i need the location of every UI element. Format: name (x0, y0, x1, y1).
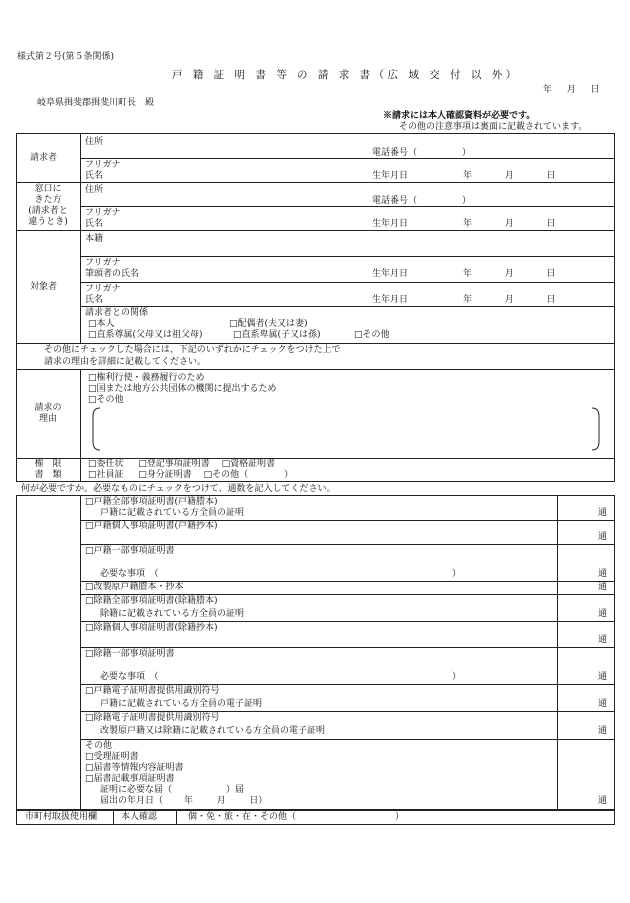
koseki-e-cert-checkbox[interactable]: □戸籍電子証明書提供用識別符号 (85, 686, 220, 696)
requester-birth-date[interactable]: 年 月 日 (463, 171, 556, 181)
head-furigana-label: フリガナ (85, 258, 121, 268)
joseki-individual-checkbox[interactable]: □除籍個人事項証明書(除籍抄本) (85, 623, 218, 633)
id-check-types[interactable]: 個・免・旅・在・その他（ ） (188, 812, 405, 822)
proxy-address-label: 住所 (85, 185, 104, 195)
proxy-name-label: 氏名 (85, 219, 104, 229)
todokesho-info-checkbox[interactable]: □届書等情報内容証明書 (85, 763, 184, 773)
joseki-partial-close: ） (452, 672, 462, 682)
joseki-e-cert-checkbox[interactable]: □除籍電子証明書提供用識別符号 (85, 713, 220, 723)
other-certs-count[interactable]: 通 (598, 796, 608, 806)
form-number: 様式第２号(第５条関係) (17, 52, 115, 62)
relation-other-checkbox[interactable]: □その他 (354, 330, 390, 340)
joseki-e-cert-count[interactable]: 通 (598, 726, 608, 736)
head-birth-label: 生年月日 (372, 269, 409, 279)
joseki-individual-count[interactable]: 通 (598, 635, 608, 645)
proxy-phone[interactable]: 電話番号（ ） (372, 196, 472, 206)
koseki-partial-checkbox[interactable]: □戸籍一部事項証明書 (85, 546, 175, 556)
joseki-e-cert-desc: 改製原戸籍又は除籍に記載されている方全員の電子証明 (100, 726, 326, 736)
koseki-full-count[interactable]: 通 (598, 508, 608, 518)
joseki-full-desc: 除籍に記載されている方全員の証明 (100, 609, 245, 619)
proxy-furigana-label: フリガナ (85, 208, 121, 218)
kaisei-genkoseki-count[interactable]: 通 (598, 582, 608, 592)
id-check-label: 本人確認 (121, 812, 158, 822)
relation-ascendant-checkbox[interactable]: □直系尊属(父母又は祖父母) (88, 330, 203, 340)
honseki-label: 本籍 (85, 234, 104, 244)
other-certs-heading: その他 (85, 741, 113, 751)
subject-furigana-label: フリガナ (85, 284, 121, 294)
koseki-partial-items[interactable]: 必要な事項 （ (100, 569, 159, 579)
relation-descendant-checkbox[interactable]: □直系卑属(子又は孫) (233, 330, 321, 340)
koseki-e-cert-desc: 戸籍に記載されている方全員の電子証明 (100, 699, 263, 709)
requester-name-label: 氏名 (85, 171, 104, 181)
notification-type-field[interactable]: 証明に必要な届（ ）届 (100, 785, 245, 795)
koseki-partial-close: ） (452, 569, 462, 579)
requester-address-label: 住所 (85, 137, 104, 147)
other-note-line1: その他にチェックした場合には、下記のいずれかにチェックをつけた上で (44, 345, 341, 355)
koseki-full-checkbox[interactable]: □戸籍全部事項証明書(戸籍謄本) (85, 497, 218, 507)
joseki-full-count[interactable]: 通 (598, 609, 608, 619)
subject-birth-label: 生年月日 (372, 295, 409, 305)
authority-docs-row2[interactable]: □社員証 □身分証明書 □その他（ ） (88, 470, 294, 480)
authority-docs-row1[interactable]: □委任状 □登記事項証明書 □資格証明書 (88, 459, 276, 469)
subject-name-label: 氏名 (85, 295, 104, 305)
authority-label: 権 限 書 類 (34, 459, 62, 480)
reason-government-checkbox[interactable]: □国または地方公共団体の機関に提出するため (88, 384, 277, 394)
koseki-full-desc: 戸籍に記載されている方全員の証明 (100, 508, 245, 518)
relation-spouse-checkbox[interactable]: □配偶者(夫又は妻) (229, 319, 308, 329)
form-title: 戸 籍 証 明 書 等 の 請 求 書（広 域 交 付 以 外） (172, 69, 520, 81)
notification-date-field[interactable]: 届出の年月日（ 年 月 日） (100, 796, 268, 806)
needs-heading: 何が必要ですか。必要なものにチェックをつけて、通数を記入してください。 (21, 484, 336, 494)
koseki-individual-checkbox[interactable]: □戸籍個人事項証明書(戸籍抄本) (85, 521, 218, 531)
joseki-partial-checkbox[interactable]: □除籍一部事項証明書 (85, 649, 175, 659)
requester-furigana-label: フリガナ (85, 160, 121, 170)
head-name-label: 筆頭者の氏名 (85, 269, 140, 279)
reason-detail-brackets[interactable] (90, 406, 602, 452)
koseki-e-cert-count[interactable]: 通 (598, 699, 608, 709)
relation-title: 請求者との関係 (85, 308, 149, 318)
proxy-label: 窓口に きた方 (請求者と 違うとき) (28, 184, 68, 227)
id-required-notice: ※請求には本人確認資料が必要です。 (383, 111, 536, 121)
relation-self-checkbox[interactable]: □本人 (88, 319, 115, 329)
subject-label: 対象者 (30, 282, 58, 292)
joseki-partial-items[interactable]: 必要な事項 （ (100, 672, 159, 682)
requester-birth-label: 生年月日 (372, 171, 409, 181)
kaisei-genkoseki-checkbox[interactable]: □改製原戸籍謄本・抄本 (85, 582, 184, 592)
reason-rights-checkbox[interactable]: □権利行使・義務履行のため (88, 373, 205, 383)
proxy-birth-date[interactable]: 年 月 日 (463, 219, 556, 229)
other-note-line2: 請求の理由を詳細に記載してください。 (44, 357, 207, 367)
office-use-label: 市町村取扱使用欄 (25, 812, 98, 822)
todokesho-items-checkbox[interactable]: □届書記載事項証明書 (85, 774, 175, 784)
request-date[interactable]: 年 月 日 (543, 85, 600, 95)
head-birth-date[interactable]: 年 月 日 (463, 269, 556, 279)
requester-phone[interactable]: 電話番号（ ） (372, 148, 472, 158)
joseki-full-checkbox[interactable]: □除籍全部事項証明書(除籍謄本) (85, 596, 218, 606)
joseki-partial-count[interactable]: 通 (598, 672, 608, 682)
koseki-individual-count[interactable]: 通 (598, 532, 608, 542)
requester-label: 請求者 (30, 153, 58, 163)
reason-other-checkbox[interactable]: □その他 (88, 395, 124, 405)
reason-label: 請求の 理由 (34, 403, 62, 424)
notes-reference: その他の注意事項は裏面に記載されています。 (399, 122, 588, 132)
juri-cert-checkbox[interactable]: □受理証明書 (85, 752, 139, 762)
subject-birth-date[interactable]: 年 月 日 (463, 295, 556, 305)
proxy-birth-label: 生年月日 (372, 219, 409, 229)
koseki-partial-count[interactable]: 通 (598, 569, 608, 579)
addressee: 岐阜県揖斐郡揖斐川町長 殿 (37, 98, 155, 108)
